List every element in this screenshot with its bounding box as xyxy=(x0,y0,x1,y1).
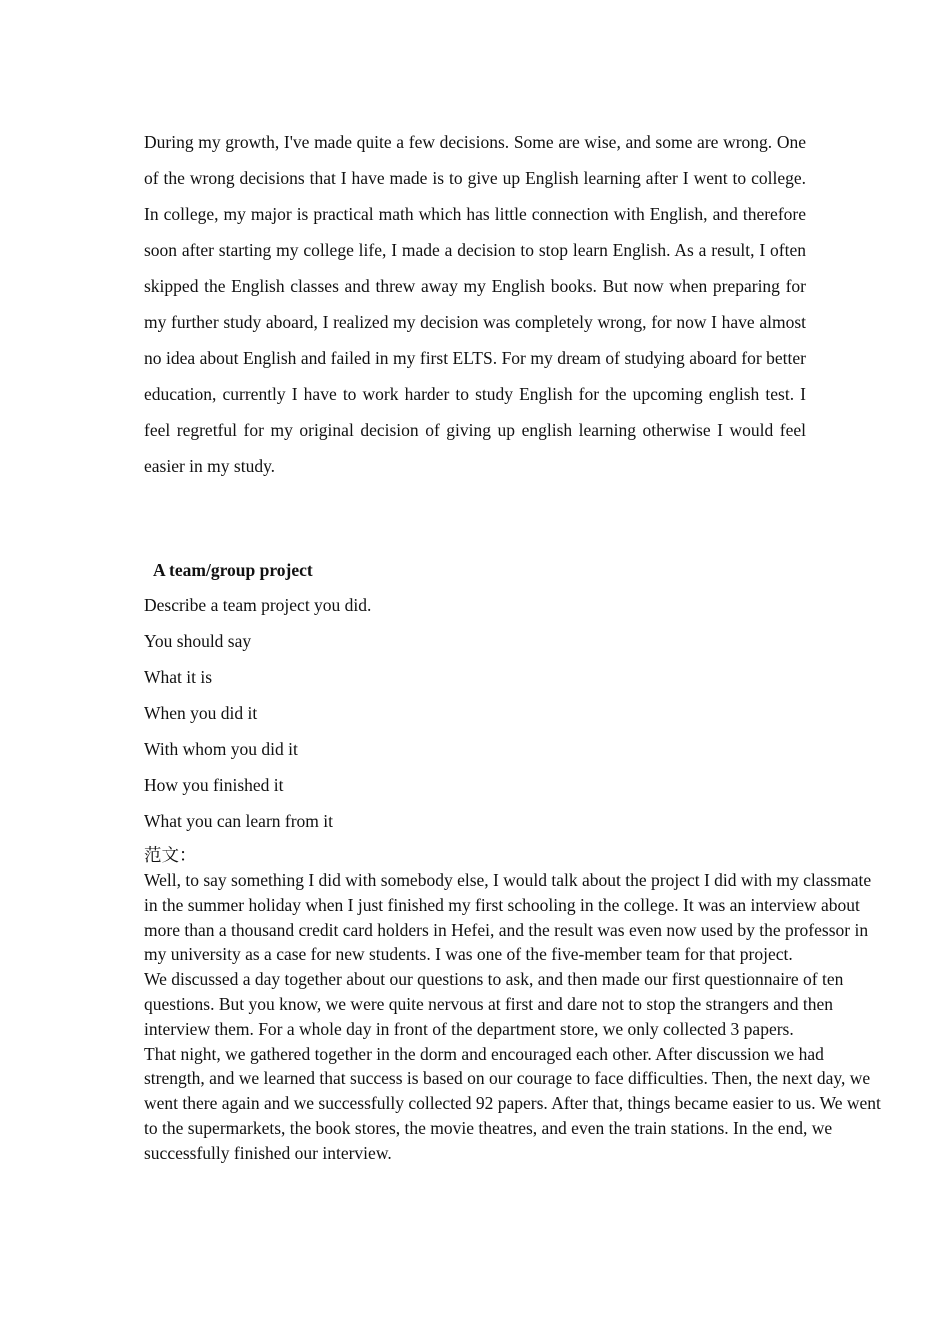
prompt-list xyxy=(144,592,371,844)
essay-paragraph-wrong-decision: During my growth, I've made quite a few decisions. Some are wise, and some are wrong. One of the wrong decisions that I have made is to give up English learning after I went to college. In college, my major is practical math which has little connection with English, and therefore soon after starting my college life, I made a decision to stop learn English. As a result, I often skipped the English classes and threw away my English books. But now when preparing for my further study aboard, I realized my decision was completely wrong, for now I have almost no idea about English and failed in my first ELTS. For my dream of studying aboard for better education, currently I have to work harder to study English for the upcoming english test. I feel regretful for my original decision of giving up english learning otherwise I would feel easier in my study. xyxy=(144,132,806,476)
sample-essay xyxy=(144,868,886,1166)
prompt-item: What you can learn from it xyxy=(144,811,334,831)
prompt-item: With whom you did it xyxy=(144,739,298,759)
prompt-item: How you finished it xyxy=(144,775,284,795)
essay-paragraph: We discussed a day together about our questions to ask, and then made our first questionnaire of ten questions. But you know, we were quite nervous at first and dare not to stop the strangers and then interview them. For a whole day in front of the department store, we only collected 3 papers. xyxy=(144,969,844,1039)
prompt-item: What it is xyxy=(144,667,213,687)
sample-essay-label: 范文： xyxy=(144,845,197,865)
prompt-item: You should say xyxy=(144,631,252,651)
essay-paragraph: Well, to say something I did with somebody else, I would talk about the project I did with my classmate in the summer holiday when I just finished my first schooling in the college. It was an interview about more than a thousand credit card holders in Hefei, and the result was even now used by the professor in my university as a case for new students. I was one of the five-member team for that project. xyxy=(144,870,872,965)
essay-paragraph: That night, we gathered together in the dorm and encouraged each other. After discussion we had strength, and we learned that success is based on our courage to face difficulties. Then, the next day, we went there again and we successfully collected 92 papers. After that, things became easier to us. We went to the supermarkets, the book stores, the movie theatres, and even the train stations. In the end, we successfully finished our interview. xyxy=(144,1043,881,1163)
prompt-item: Describe a team project you did. xyxy=(144,595,372,615)
section-heading: A team/group project xyxy=(153,560,313,580)
prompt-item: When you did it xyxy=(144,703,258,723)
